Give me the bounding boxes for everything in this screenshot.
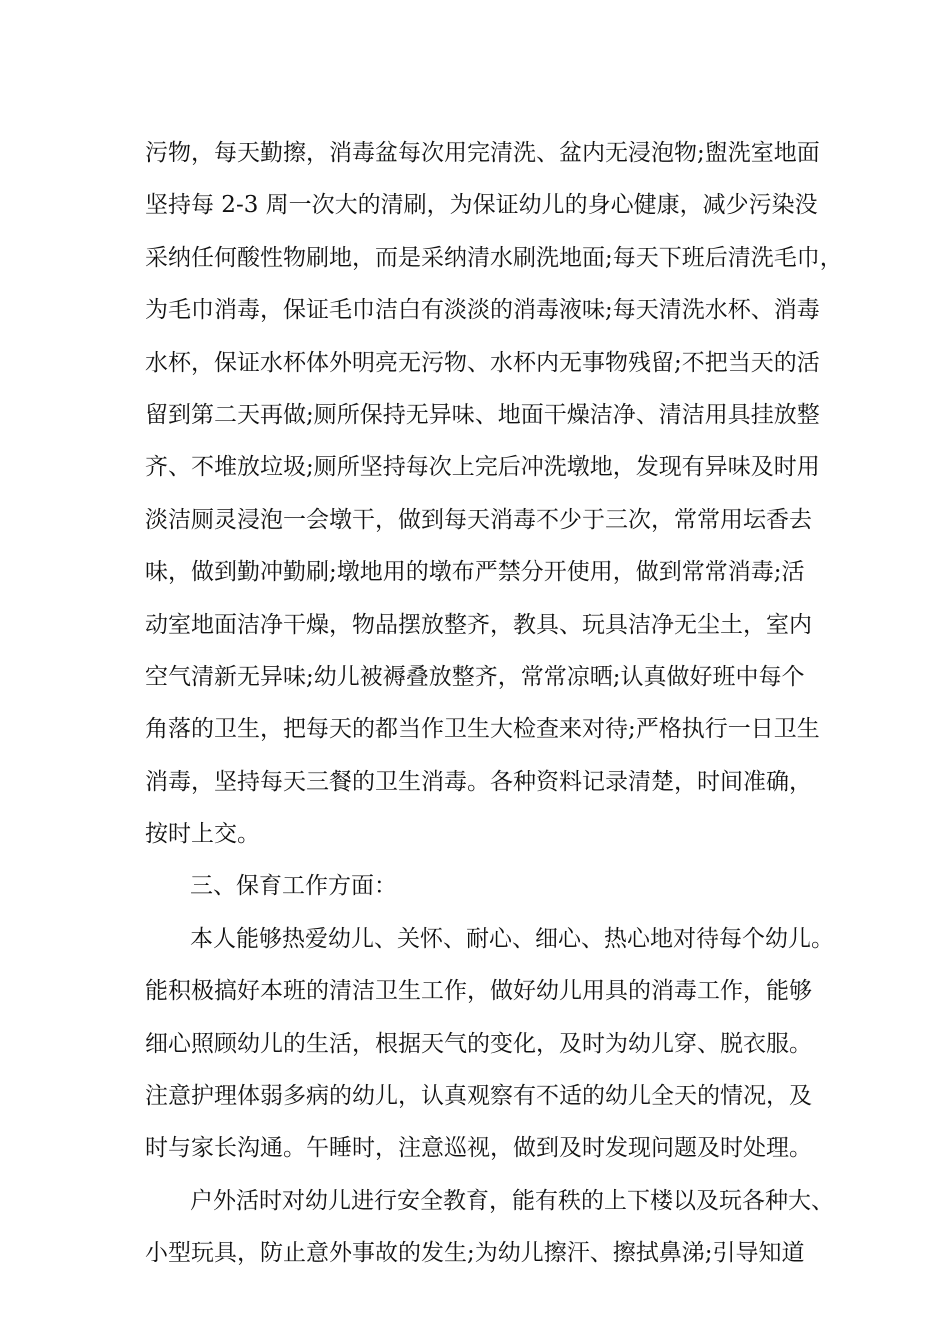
text-line: 动室地面洁净干燥，物品摆放整齐，教具、玩具洁净无尘土，室内 xyxy=(145,611,812,638)
text-line: 按时上交。 xyxy=(145,821,260,848)
text-line: 齐、不堆放垃圾;厕所坚持每次上完后冲洗墩地，发现有异味及时用 xyxy=(145,454,820,481)
text-line: 角落的卫生，把每天的都当作卫生大检查来对待;严格执行一日卫生 xyxy=(145,716,820,743)
text-line: 消毒，坚持每天三餐的卫生消毒。各种资料记录清楚，时间准确， xyxy=(145,768,812,795)
text-line: 为毛巾消毒，保证毛巾洁白有淡淡的消毒液味;每天清洗水杯、消毒 xyxy=(145,297,820,324)
text-line: 能积极搞好本班的清洁卫生工作，做好幼儿用具的消毒工作，能够 xyxy=(145,978,812,1005)
text-line: 小型玩具，防止意外事故的发生;为幼儿擦汗、擦拭鼻涕;引导知道 xyxy=(145,1240,805,1267)
text-line: 时与家长沟通。午睡时，注意巡视，做到及时发现问题及时处理。 xyxy=(145,1135,812,1162)
text-line: 坚持每 2-3 周一次大的清刷，为保证幼儿的身心健康，减少污染没 xyxy=(145,192,818,219)
paragraph-first-line: 户外活时对幼儿进行安全教育，能有秩的上下楼以及玩各种大、 xyxy=(190,1187,834,1214)
paragraph-first-line: 本人能够热爱幼儿、关怀、耐心、细心、热心地对待每个幼儿。 xyxy=(190,925,834,952)
text-line: 淡洁厕灵浸泡一会墩干，做到每天消毒不少于三次，常常用坛香去 xyxy=(145,506,812,533)
document-body xyxy=(145,127,843,1280)
text-line: 注意护理体弱多病的幼儿，认真观察有不适的幼儿全天的情况，及 xyxy=(145,1083,812,1110)
section-heading: 三、保育工作方面： xyxy=(190,873,397,900)
text-line: 细心照顾幼儿的生活，根据天气的变化，及时为幼儿穿、脱衣服。 xyxy=(145,1030,812,1057)
text-line: 空气清新无异味;幼儿被褥叠放整齐，常常凉晒;认真做好班中每个 xyxy=(145,663,805,690)
text-line: 采纳任何酸性物刷地，而是采纳清水刷洗地面;每天下班后清洗毛巾， xyxy=(145,244,843,271)
text-line: 水杯，保证水杯体外明亮无污物、水杯内无事物残留;不把当天的活 xyxy=(145,349,820,376)
text-line: 污物，每天勤擦，消毒盆每次用完清洗、盆内无浸泡物;盥洗室地面 xyxy=(145,140,820,166)
text-line: 味，做到勤冲勤刷;墩地用的墩布严禁分开使用，做到常常消毒;活 xyxy=(145,559,805,586)
text-line: 留到第二天再做;厕所保持无异味、地面干燥洁净、清洁用具挂放整 xyxy=(145,401,820,428)
